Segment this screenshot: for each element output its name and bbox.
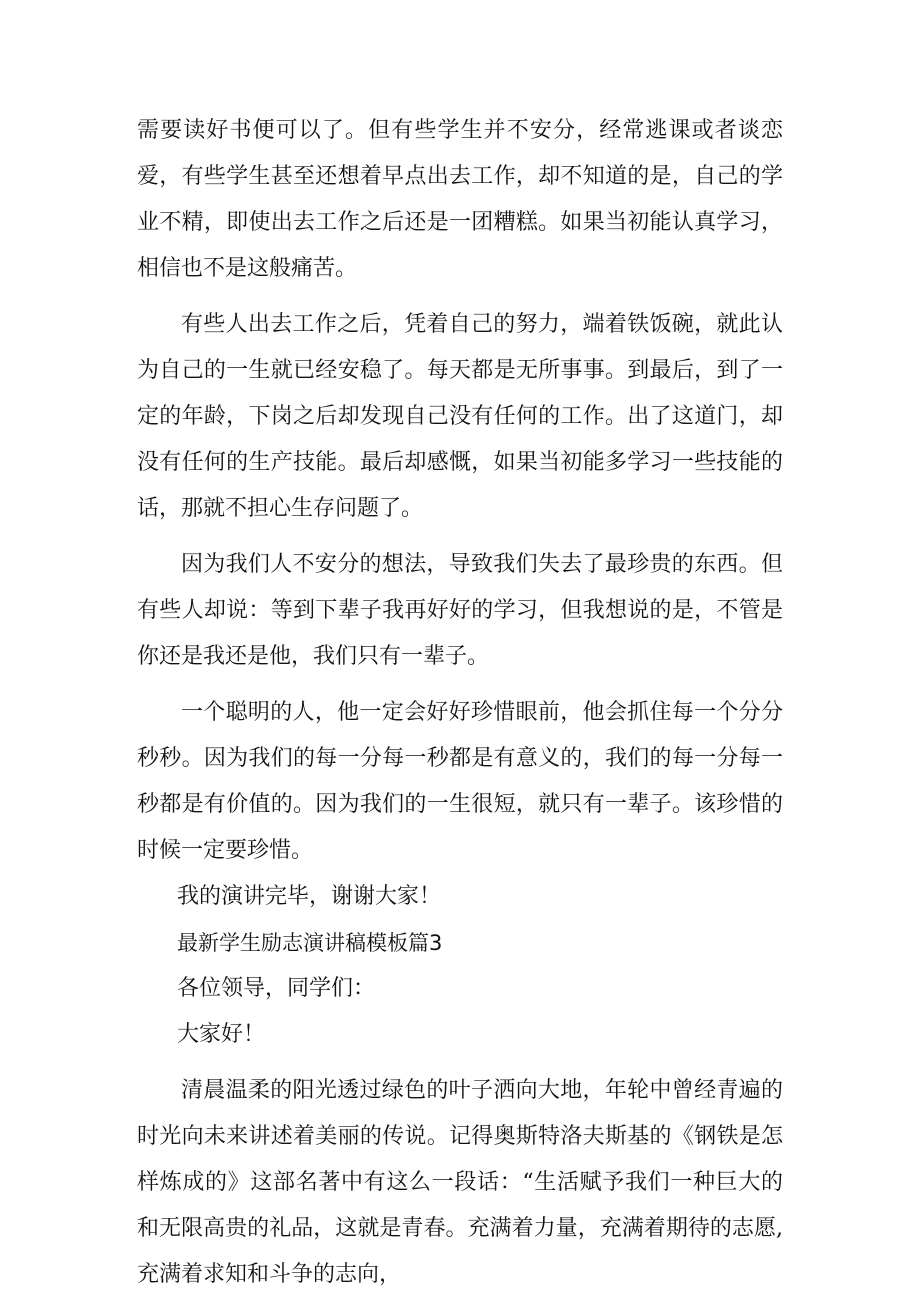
document-body (137, 108, 783, 1298)
greeting: 大家好！ (177, 1022, 266, 1047)
paragraph-4: 一个聪明的人，他一定会好好珍惜眼前，他会抓住每一个分分秒秒。因为我们的每一分每一秒都是有意义的，我们的每一分每一秒都是有价值的。因为我们的一生很短，就只有一辈子。该珍惜的时候一定要珍惜。 (137, 700, 783, 863)
paragraph-3: 因为我们人不安分的想法，导致我们失去了最珍贵的东西。但有些人却说：等到下辈子我再好好的学习，但我想说的是，不管是你还是我还是他，我们只有一辈子。 (137, 552, 783, 669)
paragraph-2: 有些人出去工作之后，凭着自己的努力，端着铁饭碗，就此认为自己的一生就已经安稳了。每天都是无所事事。到最后，到了一定的年龄，下岗之后却发现自己没有任何的工作。出了这道门，却没有任何的生产技能。最后却感慨，如果当初能多学习一些技能的话，那就不担心生存问题了。 (137, 312, 783, 521)
paragraph-8: 清晨温柔的阳光透过绿色的叶子洒向大地，年轮中曾经青遍的时光向未来讲述着美丽的传说。记得奥斯特洛夫斯基的《钢铁是怎样炼成的》这部名著中有这么一段话：“生活赋予我们一种巨大的和无限高贵的礼品，这就是青春。充满着力量，充满着期待的志愿,充满着求知和斗争的志向， (137, 1078, 783, 1287)
closing-line: 我的演讲完毕，谢谢大家！ (177, 884, 442, 909)
paragraph-1: 需要读好书便可以了。但有些学生并不安分，经常逃课或者谈恋爱，有些学生甚至还想着早点出去工作，却不知道的是，自己的学业不精，即使出去工作之后还是一团糟糕。如果当初能认真学习，相信也不是这般痛苦。 (137, 118, 783, 281)
section-heading: 最新学生励志演讲稿模板篇3 (177, 931, 443, 955)
salutation: 各位领导，同学们： (177, 976, 376, 1001)
